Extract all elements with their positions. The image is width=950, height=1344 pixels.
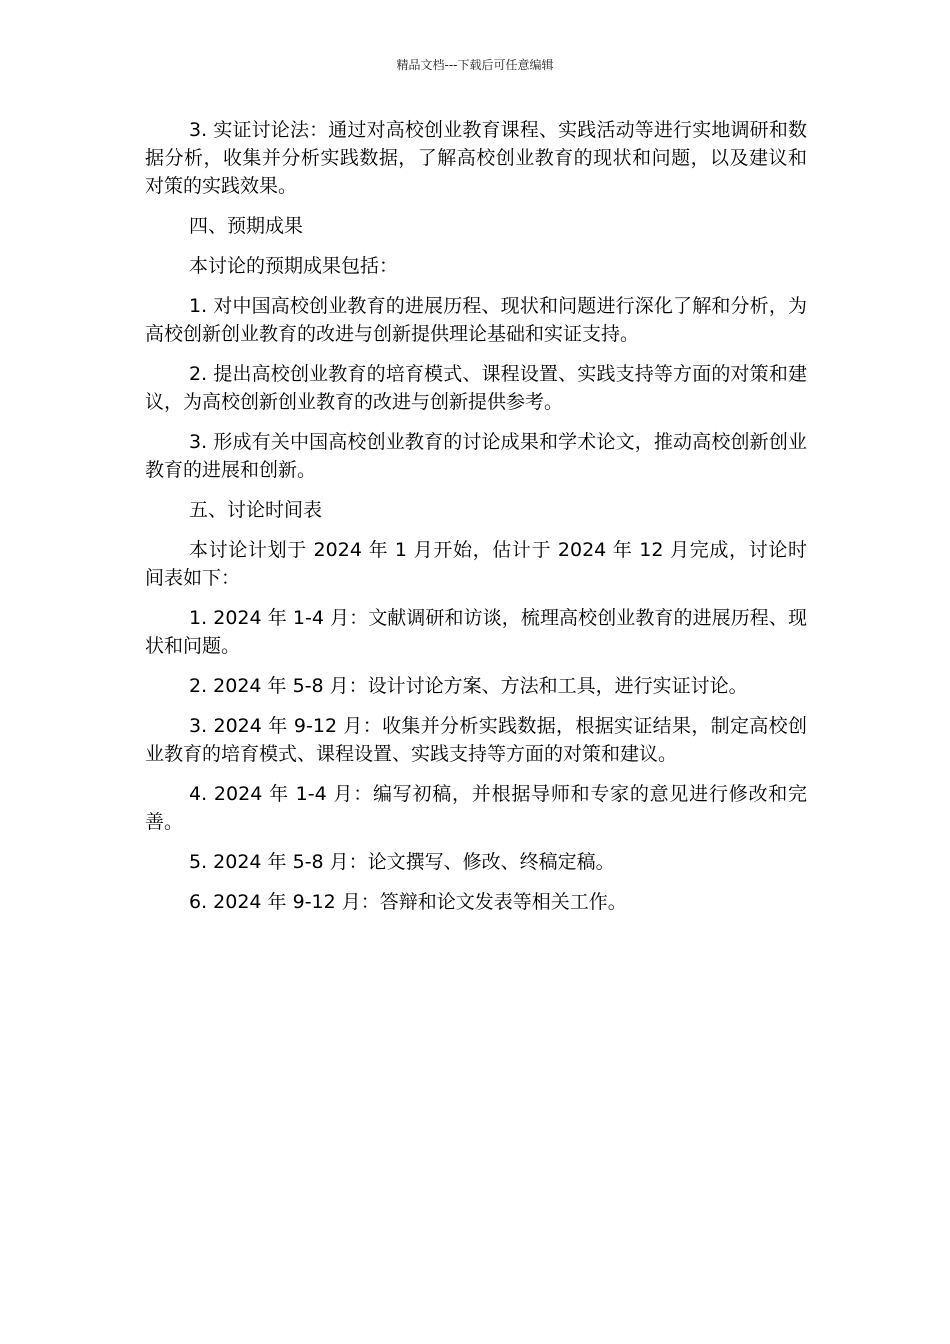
paragraph-result-3: 3. 形成有关中国高校创业教育的讨论成果和学术论文，推动高校创新创业教育的进展和创新。	[145, 431, 807, 481]
timeline-item-5: 5. 2024 年 5-8 月：论文撰写、修改、终稿定稿。	[189, 851, 615, 873]
timeline-item-1: 1. 2024 年 1-4 月：文献调研和访谈，梳理高校创业教育的进展历程、现状和问题。	[145, 607, 807, 657]
paragraph-results-intro: 本讨论的预期成果包括：	[189, 255, 399, 277]
paragraph-result-2: 2. 提出高校创业教育的培育模式、课程设置、实践支持等方面的对策和建议，为高校创新创业教育的改进与创新提供参考。	[145, 363, 807, 413]
section-heading-timeline: 五、讨论时间表	[189, 499, 323, 521]
timeline-item-4: 4. 2024 年 1-4 月：编写初稿，并根据导师和专家的意见进行修改和完善。	[145, 783, 807, 833]
page-header: 精品文档---下载后可任意编辑	[396, 58, 554, 72]
section-heading-expected-results: 四、预期成果	[189, 215, 304, 237]
timeline-item-2: 2. 2024 年 5-8 月：设计讨论方案、方法和工具，进行实证讨论。	[189, 675, 748, 697]
timeline-item-6: 6. 2024 年 9-12 月：答辩和论文发表等相关工作。	[189, 891, 627, 913]
paragraph-method-3: 3. 实证讨论法：通过对高校创业教育课程、实践活动等进行实地调研和数据分析，收集并分析实践数据，了解高校创业教育的现状和问题，以及建议和对策的实践效果。	[145, 119, 807, 197]
paragraph-result-1: 1. 对中国高校创业教育的进展历程、现状和问题进行深化了解和分析，为高校创新创业教育的改进与创新提供理论基础和实证支持。	[145, 295, 807, 345]
document-body	[145, 116, 807, 928]
paragraph-timeline-intro: 本讨论计划于 2024 年 1 月开始，估计于 2024 年 12 月完成，讨论时间表如下：	[145, 539, 807, 589]
timeline-item-3: 3. 2024 年 9-12 月：收集并分析实践数据，根据实证结果，制定高校创业教育的培育模式、课程设置、实践支持等方面的对策和建议。	[145, 715, 807, 765]
